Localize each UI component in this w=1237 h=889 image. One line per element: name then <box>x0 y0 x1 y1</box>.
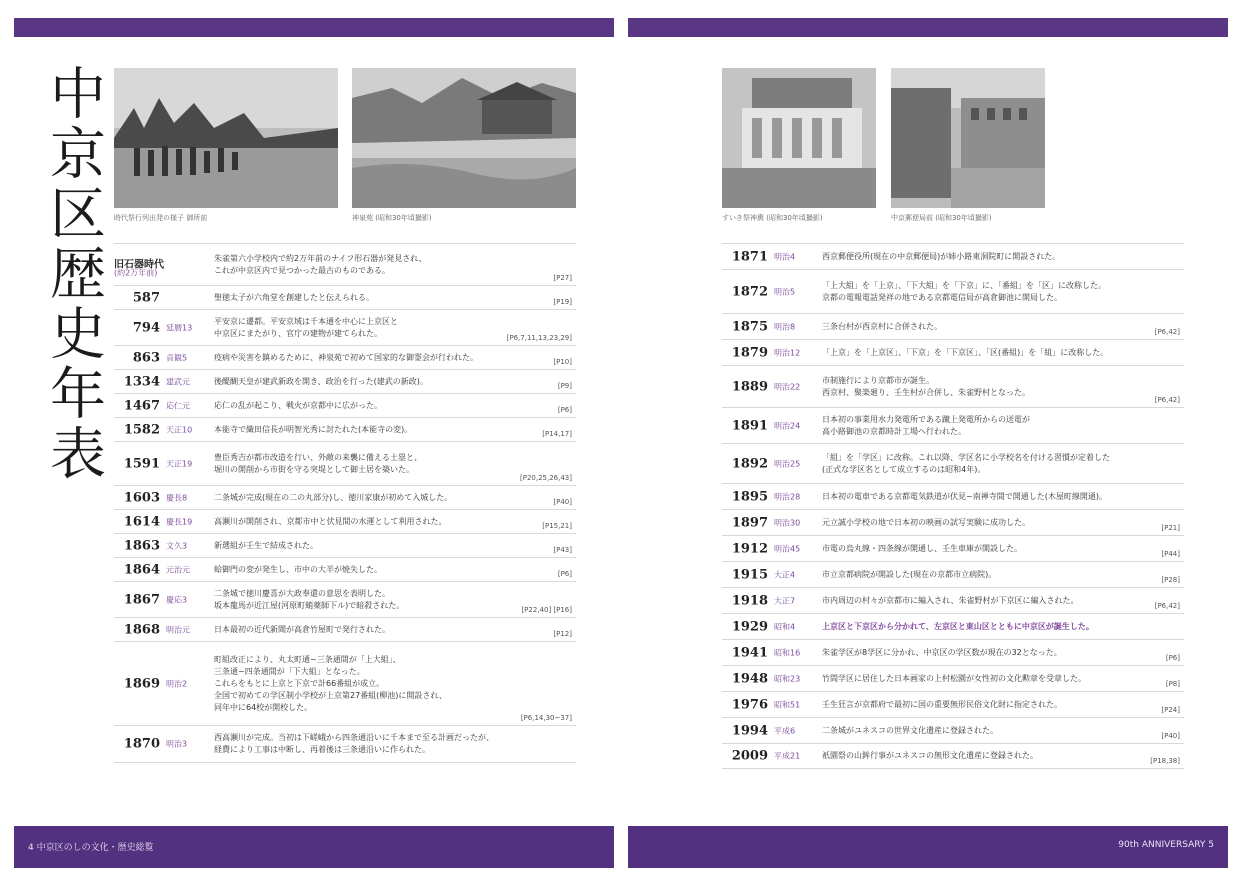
timeline-row <box>114 369 576 393</box>
timeline-row <box>114 243 576 285</box>
timeline-row <box>722 717 1184 743</box>
timeline-event-line: 中京区にまたがり、官庁の建物が建てられた。 <box>214 328 382 338</box>
timeline-event-line: 本能寺で織田信長が明智光秀に討たれた(本能寺の変)。 <box>214 424 413 434</box>
timeline-year: 1467 <box>123 398 160 413</box>
timeline-event-line: 市制施行により京都市が誕生。 <box>822 375 934 385</box>
right-page <box>624 0 1228 889</box>
bottom-purple-bar <box>14 826 614 868</box>
timeline-row <box>114 557 576 581</box>
timeline-era: 慶応3 <box>166 595 188 604</box>
timeline-era: 昭和23 <box>774 674 801 683</box>
photo-post-office <box>891 68 1045 208</box>
timeline-era: 明治22 <box>774 382 801 391</box>
timeline-era: 大正7 <box>774 596 796 605</box>
timeline-era: 元治元 <box>166 565 190 574</box>
timeline-row <box>722 407 1184 443</box>
timeline-row <box>114 533 576 557</box>
timeline-event-text <box>214 253 520 277</box>
timeline-row <box>114 393 576 417</box>
timeline-era: 明治45 <box>774 544 801 553</box>
timeline-page-ref: [P44] <box>1161 550 1180 558</box>
timeline-event-line: これらをもとに上京と下京で計66番組が成立。 <box>214 678 385 688</box>
timeline-page-ref: [P27] <box>553 274 572 282</box>
timeline-era: 慶長19 <box>166 517 193 526</box>
timeline-event-text <box>214 654 520 714</box>
timeline-event-line: 坂本龍馬が近江屋(河原町蛸薬師下ル)で暗殺された。 <box>214 600 405 610</box>
timeline-year: 1863 <box>123 538 160 553</box>
timeline-row <box>722 243 1184 269</box>
top-purple-bar <box>628 18 1228 37</box>
timeline-page-ref: [P6,14,30~37] <box>520 714 572 722</box>
timeline-event-line: 元立誠小学校の地で日本初の映画の試写実験に成功した。 <box>822 517 1030 527</box>
timeline-event-line: 市電の烏丸線・四条線が開通し、壬生車庫が開設した。 <box>822 543 1022 553</box>
photo-mikoshi <box>722 68 876 208</box>
timeline-event-line: 平安京に遷都。平安京域は千本通を中心に上京区と <box>214 316 398 326</box>
timeline-year: 1994 <box>731 723 768 738</box>
timeline-event-text <box>214 516 520 528</box>
timeline-page-ref: [P24] <box>1161 706 1180 714</box>
timeline-event-text <box>214 352 520 364</box>
timeline-year: 794 <box>132 320 160 335</box>
timeline-row <box>114 441 576 485</box>
timeline-year: 1976 <box>731 697 768 712</box>
photo-post-office-image <box>891 68 1045 208</box>
timeline-event-line: 後醍醐天皇が建武新政を開き、政治を行った(建武の新政)。 <box>214 376 428 386</box>
timeline-year: 1334 <box>123 374 160 389</box>
timeline-event-text <box>214 492 520 504</box>
timeline-event-text <box>214 732 520 756</box>
timeline-year: 1614 <box>123 514 160 529</box>
timeline-event-line: 新選組が壬生で結成された。 <box>214 540 318 550</box>
timeline-event-line: 堀川の開削から市街を守る突堤として御土居を築いた。 <box>214 464 414 474</box>
timeline-page-ref: [P40] <box>553 498 572 506</box>
left-page <box>10 0 614 889</box>
timeline-event-line: 西高瀬川が完成。当初は下嵯峨から四条通沿いに千本まで至る計画だったが、 <box>214 733 494 742</box>
timeline-event-line: 疫病や災害を鎮めるために、神泉苑で初めて国家的な御霊会が行われた。 <box>214 352 478 362</box>
timeline-event-line: 西京村、聚楽廻り、壬生村が合併し、朱雀野村となった。 <box>822 387 1030 397</box>
timeline-row <box>722 743 1184 769</box>
page-title: 中京区歴史年表 <box>41 64 106 484</box>
timeline-row <box>722 691 1184 717</box>
timeline-page-ref: [P18,38] <box>1150 757 1180 765</box>
timeline-event-line: 豊臣秀吉が都市改造を行い、外敵の来襲に備える土塁と、 <box>214 452 422 462</box>
timeline-event-line: 日本初の事業用水力発電所である蹴上発電所からの送電が <box>822 414 1030 424</box>
timeline-era: (約2万年前) <box>114 268 158 278</box>
timeline-era: 貞観5 <box>166 353 188 362</box>
timeline-event-line: 朱雀第六小学校内で約2万年前のナイフ形石器が発見され、 <box>214 253 427 263</box>
timeline-era: 平成6 <box>774 726 796 735</box>
timeline-event-line: 同年中に64校が開校した。 <box>214 702 313 712</box>
timeline-page-ref: [P15,21] <box>542 522 572 530</box>
timeline-era: 明治2 <box>166 679 188 688</box>
timeline-event-text <box>822 725 1128 737</box>
timeline-era: 昭和4 <box>774 622 796 631</box>
timeline-event-line: 三条台村が西京村に合併された。 <box>822 321 942 331</box>
timeline-year: 1897 <box>731 515 768 530</box>
timeline-era: 平成21 <box>774 751 801 761</box>
timeline-event-text <box>214 424 520 436</box>
timeline-event-text <box>822 699 1128 711</box>
photo-caption-procession: 時代祭行列出発の様子 御所前 <box>114 214 208 222</box>
timeline-era: 明治元 <box>166 625 190 634</box>
timeline-right <box>722 243 1184 769</box>
timeline-page-ref: [P6] <box>557 570 572 578</box>
timeline-year: 1891 <box>731 418 768 433</box>
timeline-event-line: 日本最初の近代新聞が高倉竹屋町で発行された。 <box>214 624 390 634</box>
timeline-event-text <box>822 569 1128 581</box>
timeline-year: 1929 <box>731 619 768 634</box>
timeline-event-line: 京都の電報電話発祥の地である京都電信局が高倉御池に開局した。 <box>822 292 1062 302</box>
photo-procession <box>114 68 338 208</box>
photo-procession-image <box>114 68 338 208</box>
timeline-year: 1603 <box>123 490 160 505</box>
timeline-row <box>722 535 1184 561</box>
timeline-page-ref: [P6,42] <box>1154 602 1180 610</box>
timeline-event-line: (正式な学区名として成立するのは昭和4年)。 <box>822 464 986 474</box>
timeline-era: 明治28 <box>774 492 801 501</box>
timeline-row <box>722 483 1184 509</box>
timeline-event-text <box>822 452 1128 476</box>
timeline-event-line: 高小路御池の京都時計工場へ行われた。 <box>822 426 966 436</box>
timeline-page-ref: [P6,7,11,13,23,29] <box>506 334 572 342</box>
timeline-event-line: 祇園祭の山鉾行事がユネスコの無形文化遺産に登録された。 <box>822 751 1038 760</box>
timeline-era: 明治4 <box>774 252 796 261</box>
photo-caption-post-office: 中京郵便局前 (昭和30年頃撮影) <box>891 214 992 222</box>
timeline-page-ref: [P20,25,26,43] <box>520 474 572 482</box>
timeline-era: 昭和51 <box>774 700 801 709</box>
timeline-event-text <box>822 543 1128 555</box>
timeline-event-line: 三条通~四条通間が「下大組」となった。 <box>214 666 365 676</box>
timeline-row <box>722 313 1184 339</box>
timeline-year: 1869 <box>123 676 160 691</box>
timeline-event-text <box>822 280 1128 304</box>
timeline-event-text <box>214 540 520 552</box>
timeline-year: 1879 <box>731 345 768 360</box>
timeline-year: 1912 <box>731 541 768 556</box>
timeline-page-ref: [P40] <box>1161 732 1180 740</box>
timeline-era: 明治3 <box>166 739 188 749</box>
timeline-row <box>722 509 1184 535</box>
timeline-era: 延暦13 <box>166 323 193 332</box>
timeline-year: 1872 <box>731 284 768 299</box>
timeline-row <box>114 285 576 309</box>
timeline-event-text <box>822 414 1128 438</box>
timeline-page-ref: [P10] <box>553 358 572 366</box>
timeline-event-line: 二条城で徳川慶喜が大政奉還の意思を表明した。 <box>214 588 390 598</box>
timeline-row <box>114 417 576 441</box>
timeline-year: 587 <box>132 290 160 305</box>
timeline-event-text <box>822 621 1128 633</box>
timeline-event-line: 市内周辺の村々が京都市に編入され、朱雀野村が下京区に編入された。 <box>822 595 1079 605</box>
timeline-event-text <box>822 491 1128 503</box>
timeline-era: 明治5 <box>774 287 796 296</box>
timeline-event-text <box>214 624 520 636</box>
photo-caption-mikoshi: すいき祭神輿 (昭和30年頃撮影) <box>722 214 823 222</box>
timeline-page-ref: [P14,17] <box>542 430 572 438</box>
timeline-year: 1941 <box>731 645 768 660</box>
timeline-event-line: 二条城がユネスコの世界文化遺産に登録された。 <box>822 725 998 735</box>
footer-page-number: 90th ANNIVERSARY 5 <box>1118 840 1214 850</box>
timeline-event-line: 上京区と下京区から分かれて、左京区と東山区とともに中京区が誕生した。 <box>822 621 1094 631</box>
timeline-page-ref: [P22,40] [P16] <box>521 606 572 614</box>
timeline-row <box>722 365 1184 407</box>
timeline-year: 1871 <box>731 249 768 264</box>
timeline-event-text <box>214 564 520 576</box>
timeline-row <box>114 725 576 763</box>
timeline-era: 明治8 <box>774 322 796 331</box>
timeline-event-text <box>214 316 520 340</box>
timeline-row <box>722 339 1184 365</box>
timeline-event-text <box>214 292 520 304</box>
timeline-event-line: 壬生狂言が京都府で最初に国の重要無形民俗文化財に指定された。 <box>822 699 1062 709</box>
timeline-era: 明治12 <box>774 348 801 357</box>
timeline-year: 863 <box>132 350 160 365</box>
timeline-year: 1864 <box>123 562 160 577</box>
photo-shinsenen <box>352 68 576 208</box>
timeline-page-ref: [P19] <box>553 298 572 306</box>
timeline-row <box>114 581 576 617</box>
timeline-event-line: 市立京都病院が開設した(現在の京都市立病院)。 <box>822 569 997 579</box>
timeline-row <box>114 345 576 369</box>
timeline-event-line: 応仁の乱が起こり、戦火が京都中に広がった。 <box>214 400 382 410</box>
timeline-row <box>114 641 576 725</box>
timeline-event-text <box>822 251 1128 263</box>
timeline-event-line: 二条城が完成(現在の二の丸部分)し、徳川家康が初めて入城した。 <box>214 492 453 502</box>
timeline-year: 1591 <box>123 456 160 471</box>
timeline-era: 明治24 <box>774 421 801 430</box>
timeline-page-ref: [P8] <box>1165 680 1180 688</box>
timeline-event-line: 聖徳太子が六角堂を創建したと伝えられる。 <box>214 292 374 302</box>
timeline-page-ref: [P12] <box>553 630 572 638</box>
timeline-row <box>722 613 1184 639</box>
timeline-row <box>722 639 1184 665</box>
timeline-year: 1889 <box>731 379 768 394</box>
timeline-event-text <box>822 673 1128 685</box>
timeline-era: 大正4 <box>774 570 796 579</box>
timeline-era: 建武元 <box>166 377 190 386</box>
timeline-row <box>722 269 1184 313</box>
timeline-event-line: これが中京区内で見つかった最古のものである。 <box>214 265 390 275</box>
timeline-event-text <box>822 595 1128 607</box>
timeline-era: 昭和16 <box>774 648 801 657</box>
timeline-year: 1875 <box>731 319 768 334</box>
timeline-year: 1867 <box>123 592 160 607</box>
timeline-page-ref: [P21] <box>1161 524 1180 532</box>
timeline-page-ref: [P6,42] <box>1154 396 1180 404</box>
timeline-event-line: 「組」を「学区」に改称。これ以降、学区名に小学校名を付ける習慣が定着した <box>822 452 1110 462</box>
timeline-event-text <box>214 400 520 412</box>
timeline-row <box>114 485 576 509</box>
timeline-year: 1892 <box>731 456 768 471</box>
timeline-event-line: 「上大組」を「上京」、「下大組」を「下京」に、「番組」を「区」に改称した。 <box>822 280 1106 290</box>
timeline-row <box>722 665 1184 691</box>
timeline-event-line: 町組改正により、丸太町通~三条通間が「上大組」、 <box>214 654 401 664</box>
timeline-row <box>722 561 1184 587</box>
timeline-year: 1870 <box>123 736 160 752</box>
timeline-row <box>722 587 1184 613</box>
timeline-era: 明治30 <box>774 518 801 527</box>
photo-caption-shinsenen: 神泉苑 (昭和30年頃撮影) <box>352 214 432 222</box>
footer-page-number: 4 中京区のしの文化・歴史総覧 <box>28 843 154 853</box>
timeline-left <box>114 243 576 763</box>
timeline-row <box>114 509 576 533</box>
timeline-event-line: 蛤御門の変が発生し、市中の大半が焼失した。 <box>214 564 382 574</box>
timeline-year: 1582 <box>123 422 160 437</box>
timeline-event-line: 「上京」を「上京区」、「下京」を「下京区」、「区(番組)」を「組」に改称した。 <box>822 347 1109 357</box>
timeline-era: 慶長8 <box>166 493 188 502</box>
timeline-era: 文久3 <box>166 541 188 550</box>
timeline-era: 天正19 <box>166 459 193 468</box>
timeline-event-line: 竹間学区に居住した日本画家の上村松園が女性初の文化勲章を受章した。 <box>822 673 1086 683</box>
timeline-era: 天正10 <box>166 425 193 434</box>
timeline-event-text <box>822 517 1128 529</box>
bottom-purple-bar <box>628 826 1228 868</box>
timeline-era: 応仁元 <box>166 401 190 410</box>
timeline-event-text <box>214 588 520 612</box>
timeline-event-text <box>822 750 1128 762</box>
timeline-page-ref: [P28] <box>1161 576 1180 584</box>
timeline-era: 明治25 <box>774 459 801 468</box>
timeline-event-text <box>822 375 1128 399</box>
timeline-year: 1918 <box>731 593 768 608</box>
timeline-page-ref: [P6,42] <box>1154 328 1180 336</box>
timeline-year: 1915 <box>731 567 768 582</box>
timeline-year: 1895 <box>731 489 768 504</box>
timeline-event-text <box>214 376 520 388</box>
timeline-page-ref: [P9] <box>557 382 572 390</box>
timeline-row <box>114 617 576 641</box>
timeline-event-line: 西京郵便役所(現在の中京郵便局)が姉小路東洞院町に開設された。 <box>822 251 1061 261</box>
timeline-event-text <box>822 647 1128 659</box>
timeline-event-line: 高瀬川が開削され、京都市中と伏見間の水運として利用された。 <box>214 516 447 526</box>
photo-mikoshi-image <box>722 68 876 208</box>
timeline-row <box>114 309 576 345</box>
timeline-row <box>722 443 1184 483</box>
timeline-event-line: 日本初の電車である京都電気鉄道が伏見~南禅寺間で開通した(木屋町線開通)。 <box>822 491 1107 501</box>
timeline-year: 旧石器時代 <box>114 259 164 270</box>
photo-shinsenen-image <box>352 68 576 208</box>
timeline-event-line: 経費により工事は中断し、再着後は三条通沿いに作られた。 <box>214 745 430 754</box>
timeline-page-ref: [P6] <box>557 406 572 414</box>
timeline-year: 1868 <box>123 622 160 637</box>
timeline-event-text <box>822 347 1128 359</box>
timeline-year: 1948 <box>731 671 768 686</box>
timeline-event-text <box>214 452 520 476</box>
timeline-event-line: 朱雀学区が8学区に分かれ、中京区の学区数が現在の32となった。 <box>822 647 1062 657</box>
timeline-event-line: 全国で初めての学区制小学校が上京第27番組(柳池)に開設され、 <box>214 690 447 700</box>
timeline-year: 2009 <box>731 748 768 764</box>
timeline-event-text <box>822 321 1128 333</box>
timeline-page-ref: [P43] <box>553 546 572 554</box>
top-purple-bar <box>14 18 614 37</box>
timeline-page-ref: [P6] <box>1165 654 1180 662</box>
